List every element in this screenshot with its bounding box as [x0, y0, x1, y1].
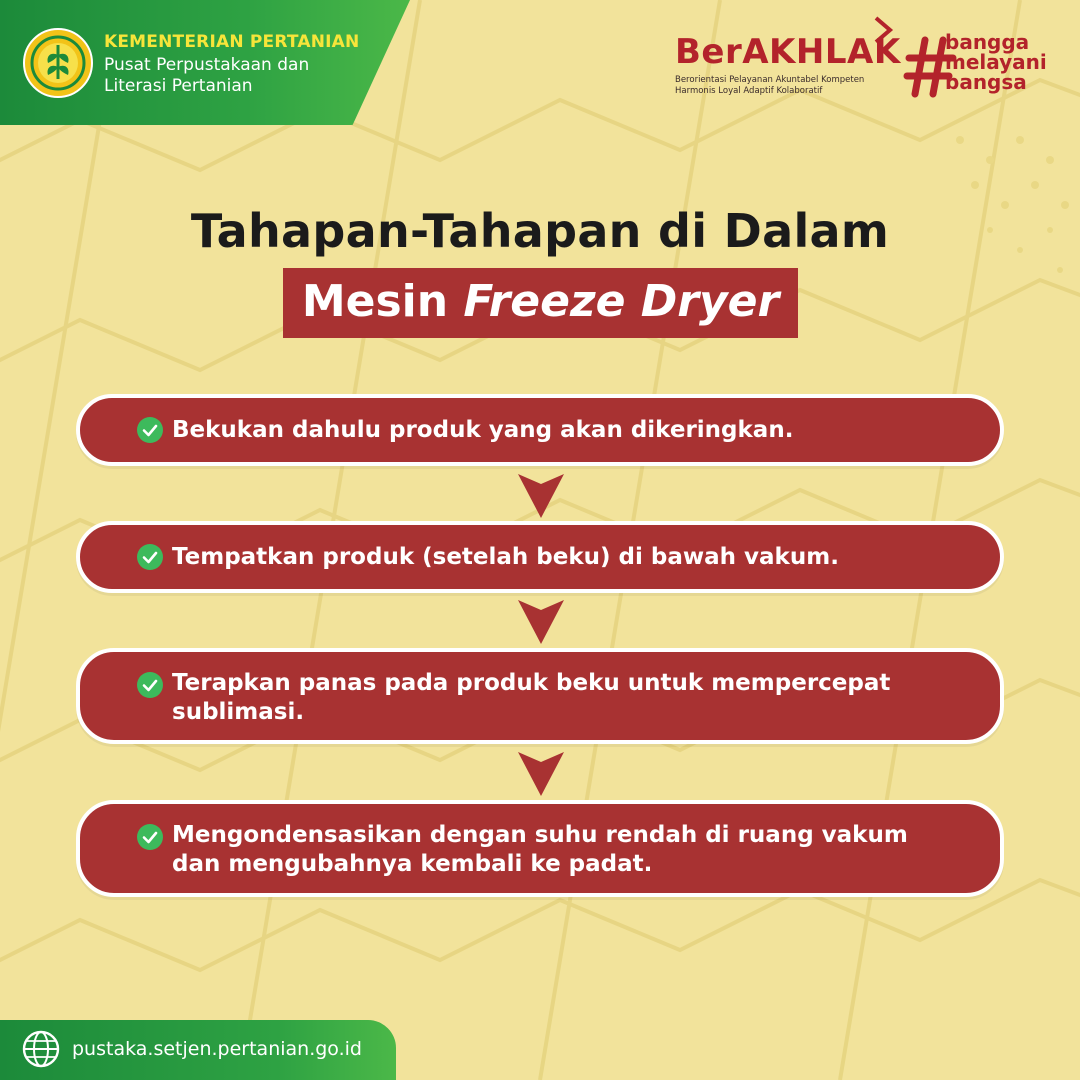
check-circle-icon	[136, 671, 164, 699]
check-circle-icon	[136, 543, 164, 571]
hashtag-word: bangga	[945, 30, 1030, 54]
step-card	[76, 648, 1004, 744]
kementan-logo-icon	[22, 27, 94, 99]
hashtag-word: bangsa	[945, 70, 1027, 94]
berakhlak-tagline: Berorientasi Pelayanan Akuntabel Kompeten Harmonis Loyal Adaptif Kolaboratif	[675, 75, 865, 96]
step-card	[76, 521, 1004, 593]
globe-icon	[22, 1030, 60, 1068]
subtitle-prefix: Mesin	[301, 276, 464, 327]
ministry-title: KEMENTERIAN PERTANIAN	[104, 32, 360, 52]
step-text: Terapkan panas pada produk beku untuk mempercepat sublimasi.	[172, 670, 891, 725]
ministry-subtitle: Pusat Perpustakaan dan Literasi Pertanian	[104, 55, 310, 96]
page-title: Tahapan-Tahapan di Dalam	[190, 204, 890, 258]
website-url-link[interactable]: pustaka.setjen.pertanian.go.id	[72, 1038, 362, 1060]
hashtag-word: melayani	[945, 50, 1047, 74]
arrow-down-icon	[518, 600, 564, 644]
check-circle-icon	[136, 823, 164, 851]
hashtag-words	[945, 32, 1047, 92]
step-text: Mengondensasikan dengan suhu rendah di ruang vakum dan mengubahnya kembali ke padat.	[172, 822, 908, 877]
page-subtitle	[283, 276, 798, 327]
step-card	[76, 394, 1004, 466]
arrow-down-icon	[518, 752, 564, 796]
check-circle-icon	[136, 416, 164, 444]
berakhlak-logo-text: BerAKHLAK	[675, 32, 901, 72]
step-card	[76, 800, 1004, 897]
arrow-down-icon	[518, 474, 564, 518]
subtitle-italic: Freeze Dryer	[463, 276, 780, 327]
chevron-right-icon	[870, 16, 896, 44]
step-text: Bekukan dahulu produk yang akan dikeringkan.	[172, 417, 794, 443]
step-text: Tempatkan produk (setelah beku) di bawah vakum.	[172, 544, 839, 570]
